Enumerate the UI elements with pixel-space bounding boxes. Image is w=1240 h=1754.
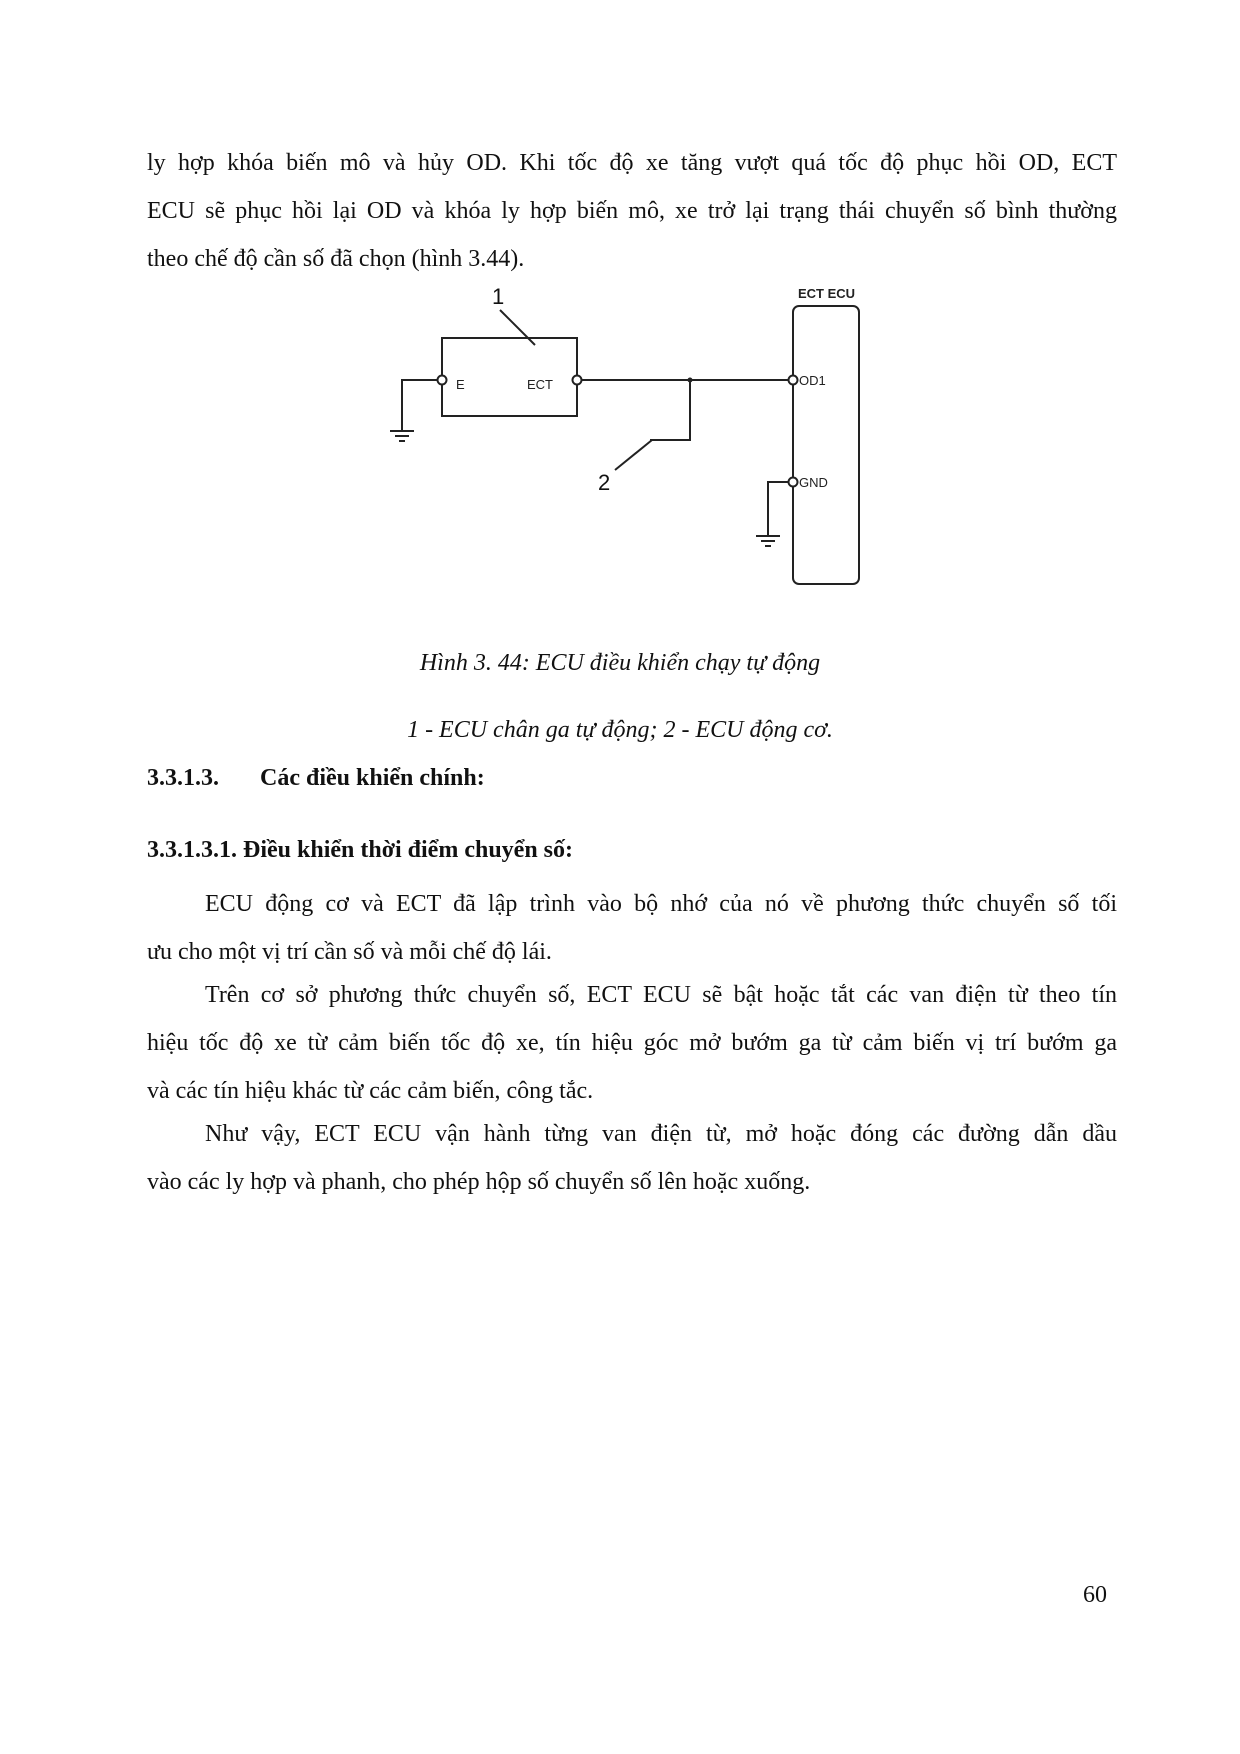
leader-line-2 <box>615 440 652 470</box>
section-number: 3.3.1.3. <box>147 765 219 791</box>
text-line: Như vậy, ECT ECU vận hành từng van điện từ, mở hoặc đóng các đường dẫn dầu <box>205 1121 1117 1147</box>
subsection-heading: 3.3.1.3.1. Điều khiển thời điểm chuyển số: <box>147 837 573 863</box>
terminal-e <box>438 376 447 385</box>
pin-label-gnd: GND <box>799 475 828 490</box>
ground-wire-left <box>402 380 437 430</box>
figure-caption: Hình 3. 44: ECU điều khiển chạy tự động <box>419 650 821 676</box>
text-line: vào các ly hợp và phanh, cho phép hộp số chuyển số lên hoặc xuống. <box>147 1169 811 1195</box>
engine-ecu-branch <box>650 380 690 440</box>
terminal-od1 <box>789 376 798 385</box>
text-line: ECU động cơ và ECT đã lập trình vào bộ nhớ của nó về phương thức chuyển số tối <box>205 891 1117 917</box>
circuit-diagram <box>380 284 880 620</box>
callout-label-2: 2 <box>598 470 611 495</box>
text-line: ưu cho một vị trí cần số và mỗi chế độ lái. <box>147 939 552 965</box>
text-line: Trên cơ sở phương thức chuyển số, ECT ECU sẽ bật hoặc tắt các van điện từ theo tín <box>205 982 1117 1008</box>
section-title: Các điều khiển chính: <box>260 765 485 791</box>
text-line: hiệu tốc độ xe từ cảm biến tốc độ xe, tín hiệu góc mở bướm ga từ cảm biến vị trí bướm ga <box>147 1030 1117 1056</box>
ground-icon <box>756 536 780 546</box>
ecu-title-label: ECT ECU <box>798 286 856 301</box>
intro-paragraph <box>147 139 1117 283</box>
text-line: ly hợp khóa biến mô và hủy OD. Khi tốc độ xe tăng vượt quá tốc độ phục hồi OD, ECT <box>147 150 1117 176</box>
leader-line-1 <box>500 310 535 345</box>
pin-label-od1: OD1 <box>799 373 826 388</box>
ground-wire-right <box>768 482 788 535</box>
callout-label-1: 1 <box>492 284 505 309</box>
text-line: và các tín hiệu khác từ các cảm biến, công tắc. <box>147 1078 594 1104</box>
paragraph-1 <box>147 880 1117 976</box>
page-number: 60 <box>1083 1582 1107 1608</box>
text-line: theo chế độ cần số đã chọn (hình 3.44). <box>147 246 525 272</box>
figure-legend: 1 - ECU chân ga tự động; 2 - ECU động cơ. <box>407 717 833 743</box>
text-line: ECU sẽ phục hồi lại OD và khóa ly hợp biến mô, xe trở lại trạng thái chuyển số bình thường <box>147 198 1117 224</box>
ground-icon <box>390 431 414 441</box>
ect-ecu-box <box>793 306 859 584</box>
pin-label-e: E <box>456 377 465 392</box>
terminal-ect <box>573 376 582 385</box>
terminal-gnd <box>789 478 798 487</box>
pin-label-ect: ECT <box>527 377 553 392</box>
section-heading <box>147 765 485 792</box>
junction-dot <box>688 378 693 383</box>
paragraph-3 <box>147 1110 1117 1206</box>
paragraph-2 <box>147 971 1117 1115</box>
